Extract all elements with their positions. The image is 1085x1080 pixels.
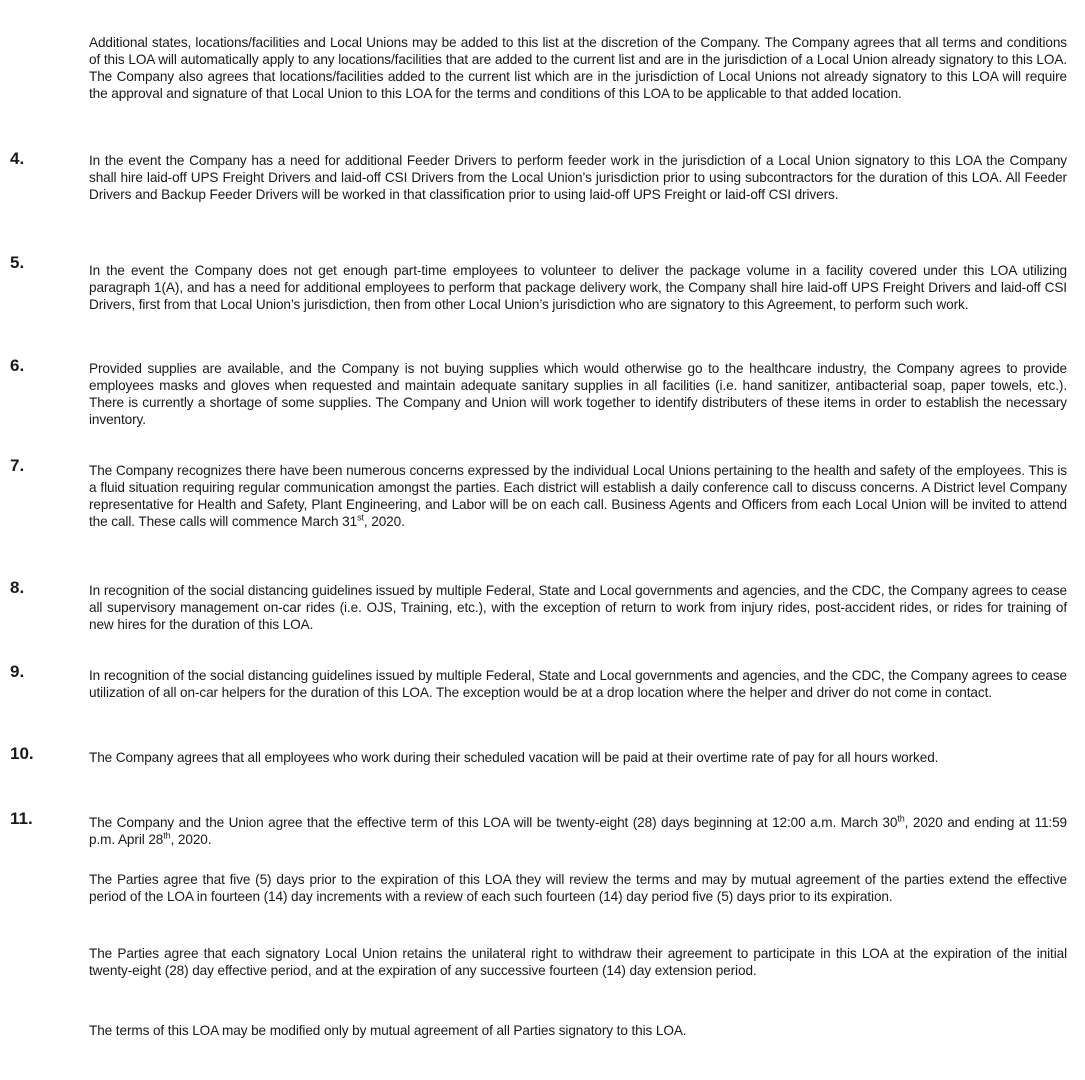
item-number-5: 5. (10, 253, 25, 272)
item-text-4: In the event the Company has a need for additional Feeder Drivers to perform feeder work in the jurisdiction of a Local Union signatory to this LOA the Company shall hire laid-off UPS Freight Drivers and laid-off CSI Drivers from the Local Union’s jurisdiction prior to using subcontractors for the duration of this LOA. All Feeder Drivers and Backup Feeder Drivers will be worked in that classification prior to using laid-off UPS Freight or laid-off CSI drivers. (89, 153, 1067, 202)
item-text-6: Provided supplies are available, and the Company is not buying supplies which would otherwise go to the healthcare industry, the Company agrees to provide employees masks and gloves when requested and maintain adequate sanitary supplies in all facilities (i.e. hand sanitizer, antibacterial soap, paper towels, etc.). There is currently a shortage of some supplies. The Company and Union will work together to identify distributers of these items in order to establish the necessary inventory. (89, 361, 1067, 427)
item-text-5: In the event the Company does not get enough part-time employees to volunteer to deliver the package volume in a facility covered under this LOA utilizing paragraph 1(A), and has a need for additional employees to perform that package delivery work, the Company shall hire laid-off UPS Freight Drivers and laid-off CSI Drivers, first from that Local Union’s jurisdiction, then from other Local Union’s jurisdiction who are signatory to this Agreement, to perform such work. (89, 263, 1067, 312)
item-number-11: 11. (10, 809, 33, 828)
item-number-9: 9. (10, 662, 25, 681)
item-number-10: 10. (10, 744, 34, 763)
closing-paragraph-modify: The terms of this LOA may be modified only by mutual agreement of all Parties signatory to this LOA. (89, 1023, 687, 1038)
item-text-9: In recognition of the social distancing guidelines issued by multiple Federal, State and Local governments and agencies, and the CDC, the Company agrees to cease utilization of all on-car helpers for the duration of this LOA. The exception would be at a drop location where the helper and driver do not come in contact. (89, 668, 1067, 700)
item-number-6: 6. (10, 356, 25, 375)
item-number-8: 8. (10, 578, 25, 597)
item-text-7: The Company recognizes there have been numerous concerns expressed by the individual Local Unions pertaining to the health and safety of the employees. This is a fluid situation requiring regular communication amongst the parties. Each district will establish a daily conference call to discuss concerns. A District level Company representative for Health and Safety, Plant Engineering, and Labor will be on each call. Business Agents and Officers from each Local Union will be invited to attend the call. These calls will commence March 31st, 2020. (89, 463, 1067, 529)
item-text-11: The Company and the Union agree that the effective term of this LOA will be twenty-eight (28) days beginning at 12:00 a.m. March 30th, 2020 and ending at 11:59 p.m. April 28th, 2020. (89, 813, 1067, 847)
item-number-4: 4. (10, 149, 25, 168)
item-number-7: 7. (10, 456, 25, 475)
closing-paragraph-review: The Parties agree that five (5) days prior to the expiration of this LOA they will review the terms and may by mutual agreement of the parties extend the effective period of the LOA in fourteen (14) day increments with a review of each such fourteen (14) day period five (5) days prior to its expiration. (89, 872, 1067, 904)
closing-paragraph-withdraw: The Parties agree that each signatory Local Union retains the unilateral right to withdraw their agreement to participate in this LOA at the expiration of the initial twenty-eight (28) day effective period, and at the expiration of any successive fourteen (14) day extension period. (89, 946, 1067, 978)
intro-paragraph: Additional states, locations/facilities and Local Unions may be added to this list at the discretion of the Company. The Company agrees that all terms and conditions of this LOA will automatically apply to any locations/facilities that are added to the current list and are in the jurisdiction of a Local Union already signatory to this LOA. The Company also agrees that locations/facilities added to the current list which are in the jurisdiction of Local Unions not already signatory to this LOA will require the approval and signature of that Local Union to this LOA for the terms and conditions of this LOA to be applicable to that added location. (89, 35, 1067, 101)
item-text-8: In recognition of the social distancing guidelines issued by multiple Federal, State and Local governments and agencies, and the CDC, the Company agrees to cease all supervisory management on-car rides (i.e. OJS, Training, etc.), with the exception of return to work from injury rides, post-accident rides, or rides for training of new hires for the duration of this LOA. (89, 583, 1067, 632)
item-text-10: The Company agrees that all employees who work during their scheduled vacation will be paid at their overtime rate of pay for all hours worked. (89, 750, 939, 765)
